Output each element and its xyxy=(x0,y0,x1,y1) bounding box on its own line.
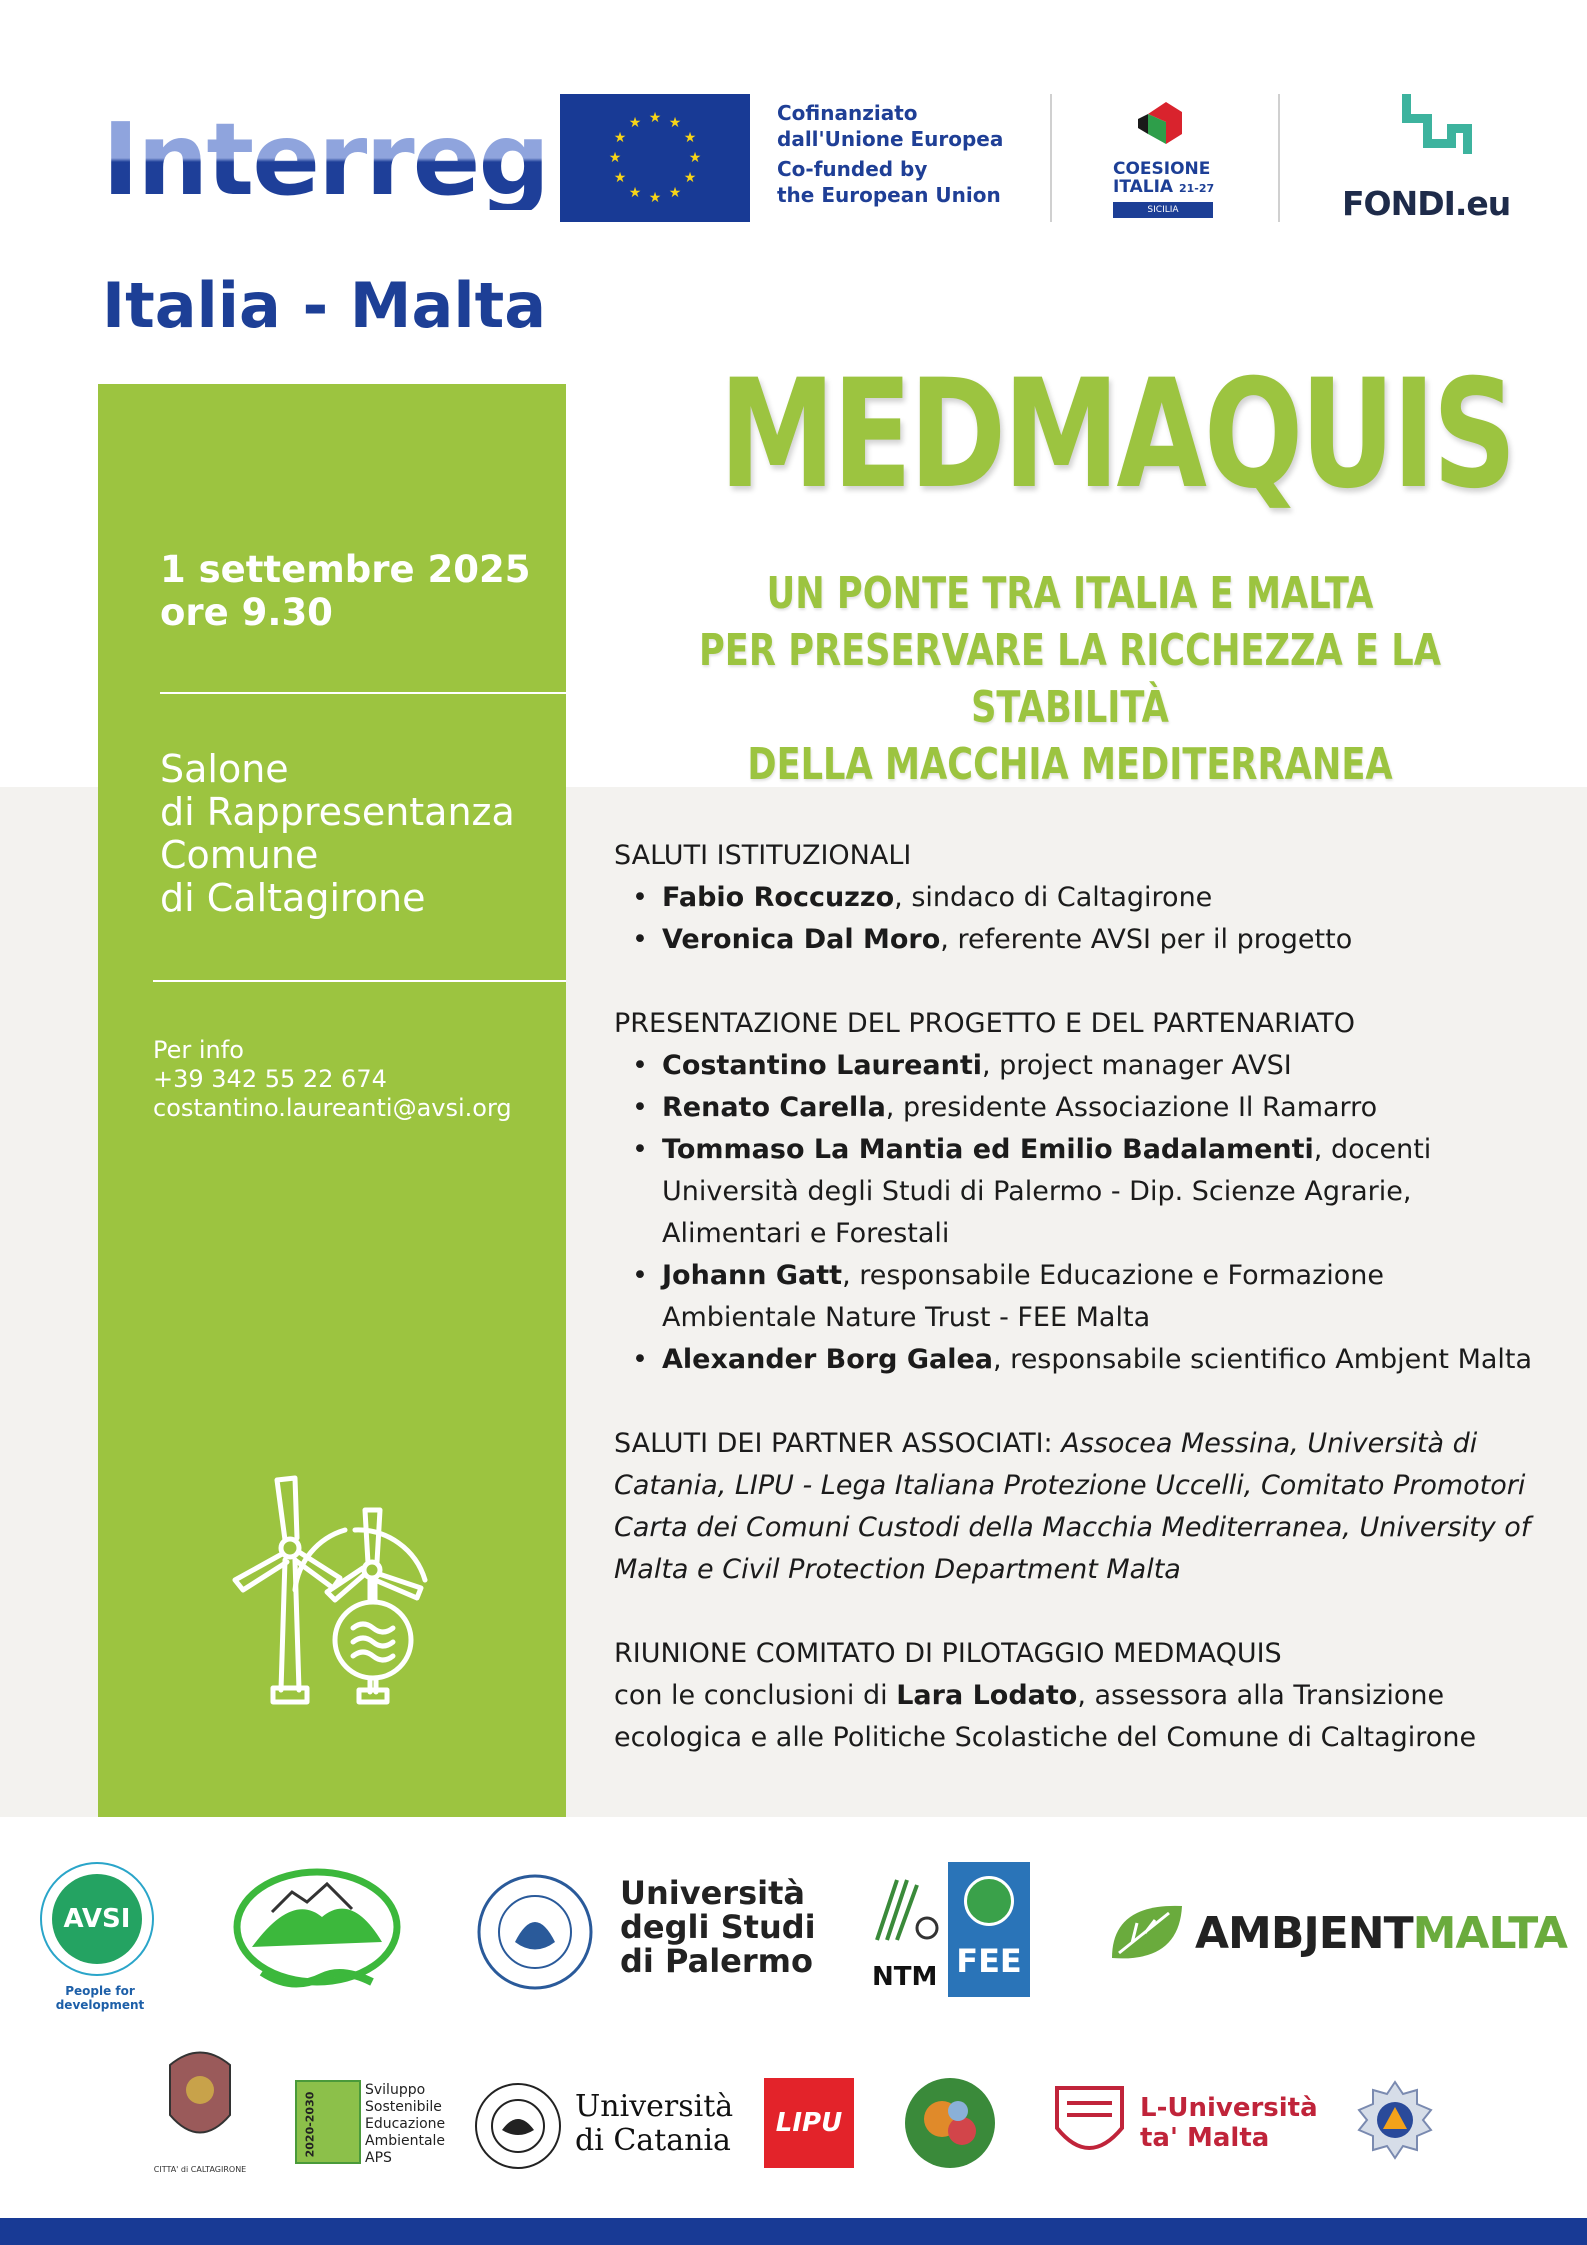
partners-greeting xyxy=(614,1423,1544,1591)
speaker-role: , sindaco di Caltagirone xyxy=(894,882,1213,913)
malta-label: MALTA xyxy=(1412,1908,1567,1959)
partners-list-text: Assocea Messina, Università di Catania, LIPU - Lega Italiana Protezione Uccelli, Comitato Promotori Carta dei Comuni Custodi della Macchia Mediterranea, University of Malta e Civil Protection Department Malta xyxy=(614,1428,1531,1585)
eu-line-1: Cofinanziato xyxy=(777,101,918,125)
unipa-line-2: degli Studi xyxy=(620,1908,816,1946)
svg-text:★: ★ xyxy=(683,130,697,146)
assocea-line-2: Sostenibile xyxy=(365,2099,442,2115)
speaker-item xyxy=(614,919,1544,961)
info-phone[interactable]: +39 342 55 22 674 xyxy=(153,1065,387,1093)
speaker-role: , responsabile scientifico Ambjent Malta xyxy=(993,1344,1533,1375)
subtitle-line-3: DELLA MACCHIA MEDITERRANEA xyxy=(747,739,1393,790)
coesione-line-2: ITALIA xyxy=(1113,177,1174,197)
unict-seal-icon xyxy=(472,2080,564,2172)
event-venue xyxy=(160,748,515,920)
coesione-years: 21-27 xyxy=(1179,182,1215,195)
avsi-logo xyxy=(38,1862,158,2012)
coesione-italia-logo xyxy=(1108,94,1218,222)
info-email[interactable]: costantino.laureanti@avsi.org xyxy=(153,1094,512,1122)
speaker-role: , referente AVSI per il progetto xyxy=(940,924,1353,955)
assocea-line-1: Sviluppo xyxy=(365,2082,426,2098)
avsi-label: AVSI xyxy=(52,1874,142,1964)
event-date: 1 settembre 2025 xyxy=(160,548,531,591)
svg-text:★: ★ xyxy=(668,185,682,201)
um-crest xyxy=(1052,2083,1127,2163)
section-title: PRESENTAZIONE DEL PROGETTO E DEL PARTENARIATO xyxy=(614,1008,1356,1039)
leaf-icon xyxy=(1107,1898,1187,1968)
assocea-line-4: Ambientale xyxy=(365,2133,446,2149)
region-label: Italia - Malta xyxy=(102,269,547,342)
eu-line-3: Co-funded by xyxy=(777,157,928,181)
subtitle-line-1: UN PONTE TRA ITALIA E MALTA xyxy=(766,568,1374,619)
globe-icon xyxy=(964,1876,1014,1926)
speaker-list xyxy=(614,877,1544,961)
svg-text:★: ★ xyxy=(608,150,622,166)
speaker-item xyxy=(614,1045,1544,1087)
speaker-item xyxy=(614,1087,1544,1129)
venue-line-3: Comune xyxy=(160,833,319,877)
ramarro-logo xyxy=(232,1862,402,1997)
svg-text:★: ★ xyxy=(688,150,702,166)
event-datetime xyxy=(160,548,530,634)
svg-text:★: ★ xyxy=(628,115,642,131)
venue-line-4: di Caltagirone xyxy=(160,876,426,920)
speaker-item xyxy=(614,1339,1544,1381)
venue-line-2: di Rappresentanza xyxy=(160,790,515,834)
speaker-role: , project manager AVSI xyxy=(982,1050,1292,1081)
speaker-name: Tommaso La Mantia ed Emilio Badalamenti xyxy=(662,1134,1314,1165)
svg-text:★: ★ xyxy=(683,170,697,186)
caltagirone-label: CITTA' di CALTAGIRONE xyxy=(153,2165,247,2174)
wind-turbine-icon xyxy=(225,1470,435,1720)
coesione-region: SICILIA xyxy=(1113,202,1213,218)
unipa-name xyxy=(620,1876,816,1978)
speaker-role: , docenti Università degli Studi di Palermo - Dip. Scienze Agrarie, Alimentari e Forestali xyxy=(662,1134,1432,1249)
header-divider xyxy=(1278,94,1280,222)
ntm-label: NTM xyxy=(872,1962,938,1992)
divider xyxy=(153,980,566,982)
svg-text:★: ★ xyxy=(668,115,682,131)
ntm-fee-logo xyxy=(872,1862,1030,1997)
event-title: MEDMAQUIS xyxy=(719,348,1514,522)
eu-flag-icon xyxy=(560,94,750,222)
eu-cofunding-text xyxy=(777,100,1003,208)
eu-line-4: the European Union xyxy=(777,183,1001,207)
unict-line-2: di Catania xyxy=(575,2123,731,2158)
fee-label: FEE xyxy=(956,1942,1022,1980)
divider xyxy=(160,692,566,694)
info-label: Per info xyxy=(153,1036,244,1064)
unipa-line-3: di Palermo xyxy=(620,1942,813,1980)
speaker-name: Costantino Laureanti xyxy=(662,1050,982,1081)
civil-protection-icon xyxy=(1355,2080,1435,2160)
speaker-name: Johann Gatt xyxy=(662,1260,843,1291)
speaker-name: Alexander Borg Galea xyxy=(662,1344,994,1375)
eu-line-2: dall'Unione Europea xyxy=(777,127,1004,151)
carta-comuni-logo xyxy=(902,2075,998,2171)
assocea-years: 2020-2030 xyxy=(303,2091,317,2158)
speaker-name: Lara Lodato xyxy=(896,1680,1078,1711)
unict-name xyxy=(575,2090,733,2158)
coesione-line-1: COESIONE xyxy=(1113,159,1211,179)
svg-text:★: ★ xyxy=(613,130,627,146)
um-name xyxy=(1140,2093,1318,2153)
event-time: ore 9.30 xyxy=(160,591,333,634)
speaker-name: Renato Carella xyxy=(662,1092,886,1123)
avsi-tagline: People for development xyxy=(55,1984,145,2012)
footer-bar xyxy=(0,2218,1587,2245)
svg-text:★: ★ xyxy=(613,170,627,186)
subtitle-line-2: PER PRESERVARE LA RICCHEZZA E LA STABILITÀ xyxy=(699,625,1441,733)
section-title: SALUTI ISTITUZIONALI xyxy=(614,840,912,871)
assocea-line-5: APS xyxy=(365,2150,392,2166)
speaker-item xyxy=(614,877,1544,919)
speaker-item xyxy=(614,1255,1544,1339)
unipa-seal-icon xyxy=(475,1872,595,1992)
caltagirone-crest xyxy=(153,2045,247,2180)
header-divider xyxy=(1050,94,1052,222)
svg-text:★: ★ xyxy=(628,185,642,201)
speaker-item xyxy=(614,1129,1544,1255)
section-title: SALUTI DEI PARTNER ASSOCIATI: xyxy=(614,1428,1062,1459)
lipu-logo: LIPU xyxy=(764,2078,854,2168)
conclusions-pre: con le conclusioni di xyxy=(614,1680,897,1711)
contact-info xyxy=(153,1036,512,1123)
speaker-role: , responsabile Educazione e Formazione Ambientale Nature Trust - FEE Malta xyxy=(662,1260,1385,1333)
unict-line-1: Università xyxy=(575,2089,734,2124)
event-subtitle xyxy=(694,565,1446,793)
fondi-eu-logo xyxy=(1340,94,1510,222)
speaker-role: , assessora alla Transizione ecologica e alle Politiche Scolastiche del Comune di Caltagirone xyxy=(614,1680,1477,1753)
fondi-label: FONDI.eu xyxy=(1342,184,1511,223)
speaker-name: Veronica Dal Moro xyxy=(662,924,941,955)
assocea-line-3: Educazione xyxy=(365,2116,446,2132)
svg-text:★: ★ xyxy=(648,110,662,126)
um-line-2: ta' Malta xyxy=(1140,2123,1270,2153)
speaker-list xyxy=(614,1045,1544,1381)
program-section xyxy=(614,835,1544,1759)
unipa-line-1: Università xyxy=(620,1874,805,1912)
assocea-text xyxy=(365,2082,445,2167)
venue-line-1: Salone xyxy=(160,747,289,791)
speaker-name: Fabio Roccuzzo xyxy=(662,882,895,913)
assocea-logo xyxy=(295,2080,365,2170)
section-title: RIUNIONE COMITATO DI PILOTAGGIO MEDMAQUIS xyxy=(614,1638,1282,1669)
interreg-logo: Interreg xyxy=(102,101,549,218)
conclusions-text xyxy=(614,1675,1544,1759)
um-line-1: L-Università xyxy=(1140,2093,1318,2123)
svg-text:★: ★ xyxy=(648,190,662,206)
ambjent-label: AMBJENT xyxy=(1195,1908,1413,1959)
speaker-role: , presidente Associazione Il Ramarro xyxy=(885,1092,1378,1123)
